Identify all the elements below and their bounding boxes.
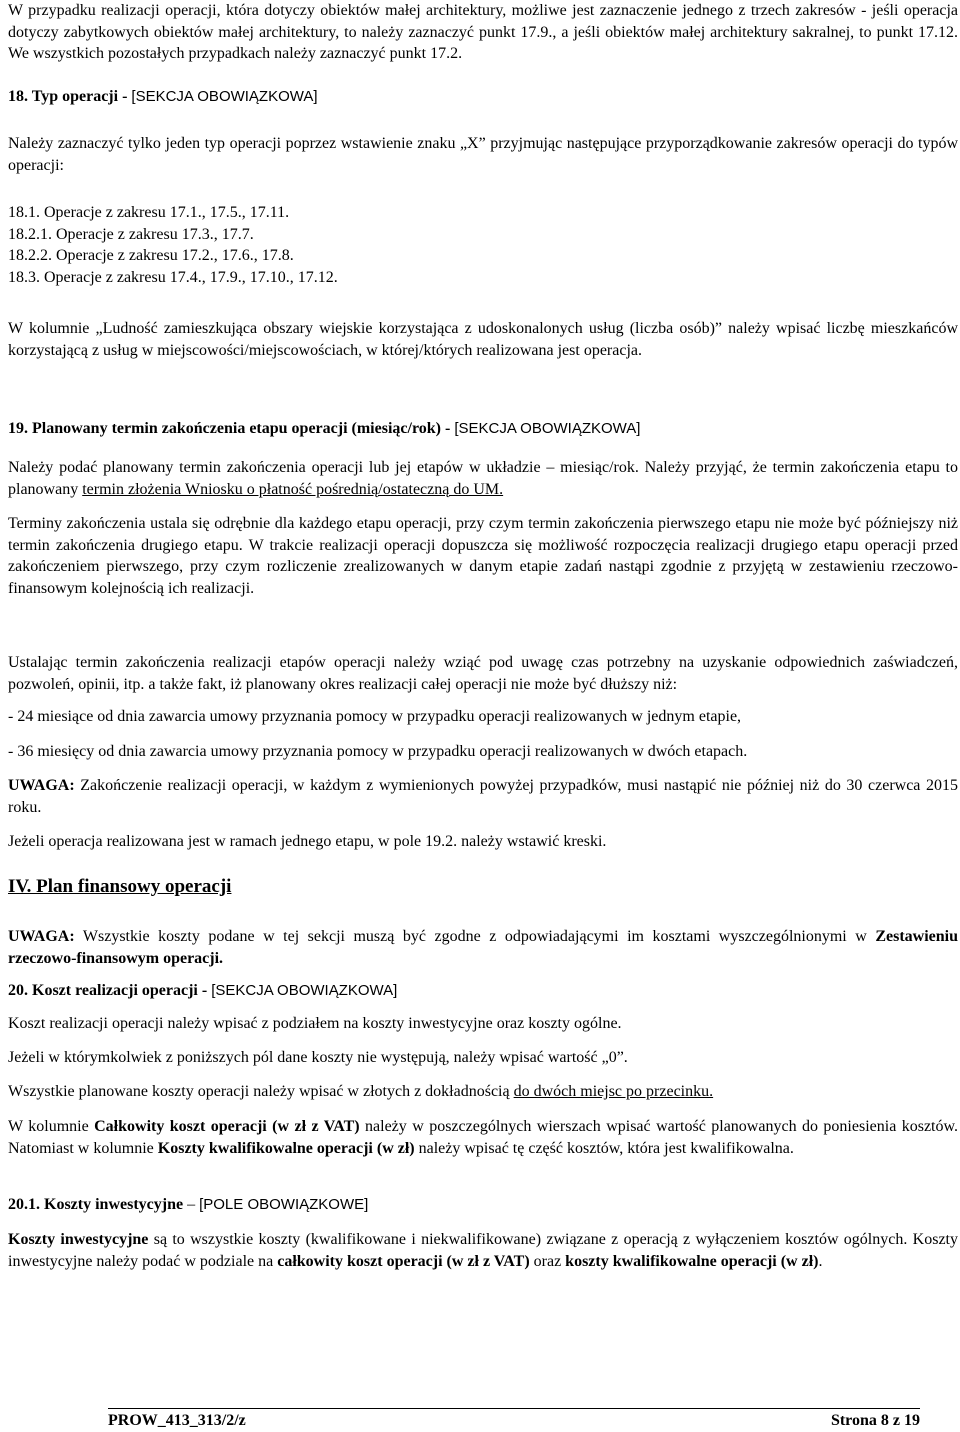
- section-19-tag: [SEKCJA OBOWIĄZKOWA]: [454, 420, 641, 437]
- section-20-1-tag: [POLE OBOWIĄZKOWE]: [199, 1196, 369, 1213]
- section-19-title: 19. Planowany termin zakończenia etapu operacji (miesiąc/rok) -: [8, 420, 455, 437]
- section-20-paragraph-3: [8, 1081, 958, 1103]
- warning-label: UWAGA:: [8, 928, 75, 945]
- section-20-1-paragraph-1: [8, 1229, 958, 1272]
- section-18-paragraph-1: Należy zaznaczyć tylko jeden typ operacji poprzez wstawienie znaku „X” przyjmując następujące przyporządkowanie zakresów operacji do typów operacji:: [8, 135, 958, 174]
- section-iv-paragraph-1: [8, 926, 958, 969]
- section-18-tag: [SEKCJA OBOWIĄZKOWA]: [131, 88, 318, 105]
- list-item: 18.1. Operacje z zakresu 17.1., 17.5., 17.11.: [8, 204, 290, 221]
- section-19-paragraph-6: [8, 775, 958, 818]
- section-20-paragraph-1: Koszt realizacji operacji należy wpisać z podziałem na koszty inwestycyjne oraz koszty ogólne.: [8, 1015, 622, 1032]
- intro-paragraph: W przypadku realizacji operacji, która dotyczy obiektów małej architektury, możliwe jest zaznaczenie jednego z trzech zakresów - jeśli operacja dotyczy zabytkowych obiektów małej architektury, to należy zaznaczyć punkt 17.9., a jeśli obiektów małej architektury sakralnej, to punkt 17.12. We wszystkich pozostałych przypadkach należy zaznaczyć punkt 17.2.: [8, 2, 958, 62]
- section-20-1-title: 20.1. Koszty inwestycyjne: [8, 1196, 184, 1213]
- footer-form-code: PROW_413_313/2/z: [108, 1412, 246, 1429]
- section-20-tag: [SEKCJA OBOWIĄZKOWA]: [211, 982, 398, 999]
- section-18-list: [8, 202, 958, 288]
- section-19-paragraph-7: Jeżeli operacja realizowana jest w ramach jednego etapu, w pole 19.2. należy wstawić kreski.: [8, 833, 607, 850]
- section-19-paragraph-1: [8, 457, 958, 500]
- section-20-title: 20. Koszt realizacji operacji -: [8, 982, 212, 999]
- section-19-p6-text: Zakończenie realizacji operacji, w każdym z wymienionych powyżej przypadków, musi nastąpić nie później niż do 30 czerwca 2015 roku.: [8, 777, 958, 816]
- list-item: 18.3. Operacje z zakresu 17.4., 17.9., 17.10., 17.12.: [8, 268, 338, 286]
- list-item: 18.2.2. Operacje z zakresu 17.2., 17.6., 17.8.: [8, 247, 294, 264]
- section-20-p4-bold-1: Całkowity koszt operacji (w zł z VAT): [94, 1118, 360, 1135]
- section-20-1-bold-3: koszty kwalifikowalne operacji (w zł): [565, 1252, 819, 1270]
- section-20-paragraph-4: [8, 1116, 958, 1159]
- section-20-p4-text-3: należy wpisać tę część kosztów, która jest kwalifikowalna.: [414, 1139, 794, 1157]
- list-item: 18.2.1. Operacje z zakresu 17.3., 17.7.: [8, 225, 254, 243]
- footer-page-number: Strona 8 z 19: [830, 1412, 920, 1429]
- section-20-1-text-3: .: [818, 1252, 823, 1270]
- warning-label: UWAGA:: [8, 777, 75, 794]
- section-20-p4-text-2: należy w poszczególnych wierszach wpisać wartość planowanych do poniesienia kosztów. Natomiast w kolumnie: [8, 1118, 959, 1157]
- section-20-p4-bold-2: Koszty kwalifikowalne operacji (w zł): [157, 1139, 415, 1157]
- section-19-paragraph-3: Ustalając termin zakończenia realizacji etapów operacji należy wziąć pod uwagę czas potrzebny na uzyskanie odpowiednich zaświadczeń, pozwoleń, opinii, itp. a także fakt, iż planowany okres realizacji całej operacji nie może być dłuższy niż:: [8, 654, 958, 693]
- section-18-paragraph-2: W kolumnie „Ludność zamieszkująca obszary wiejskie korzystająca z udoskonalonych usług (liczba osób)” należy wpisać liczbę mieszkańców korzystającą z usług w miejscowości/miejscowościach, w której/których realizowana jest operacja.: [8, 320, 958, 359]
- section-20-p4-text-1: W kolumnie: [8, 1118, 95, 1135]
- section-19-paragraph-5: - 36 miesięcy od dnia zawarcia umowy przyznania pomocy w przypadku operacji realizowanych w dwóch etapach.: [8, 743, 748, 760]
- section-19-paragraph-2: Terminy zakończenia ustala się odrębnie dla każdego etapu operacji, przy czym termin zakończenia pierwszego etapu nie może być późniejszy niż termin zakończenia drugiego etapu. W trakcie realizacji operacji dopuszcza się możliwość rozpoczęcia realizacji drugiego etapu operacji przed zakończeniem pierwszego, przy czym rozliczenie zrealizowanych w danym etapie zadań nastąpi zgodnie z przyjętą w zestawieniu rzeczowo-finansowym kolejnością ich realizacji.: [8, 515, 958, 597]
- section-19-p1-text: Należy podać planowany termin zakończenia operacji lub jej etapów w układzie – miesiąc/rok. Należy przyjąć, że termin zakończenia etapu to planowany: [8, 459, 958, 498]
- section-iv-p1-bold: Zestawieniu rzeczowo-finansowym operacji.: [8, 928, 958, 967]
- section-19-paragraph-4: - 24 miesiące od dnia zawarcia umowy przyznania pomocy w przypadku operacji realizowanych w jednym etapie,: [8, 708, 742, 725]
- section-20-heading: [8, 980, 958, 1002]
- section-20-p3-underlined: do dwóch miejsc po przecinku.: [513, 1083, 714, 1100]
- section-19-heading: [8, 418, 958, 440]
- section-20-1-text-2: oraz: [529, 1252, 566, 1270]
- section-18-heading: [8, 86, 958, 108]
- section-iv-heading: [8, 876, 958, 899]
- section-20-1-bold-1: Koszty inwestycyjne: [8, 1231, 149, 1248]
- section-20-paragraph-2: Jeżeli w którymkolwiek z poniższych pól dane koszty nie występują, należy wpisać wartość „0”.: [8, 1049, 628, 1066]
- page-footer: [108, 1408, 920, 1430]
- section-20-p3-text: Wszystkie planowane koszty operacji należy wpisać w złotych z dokładnością: [8, 1083, 514, 1100]
- section-18-title: 18. Typ operacji -: [8, 88, 132, 105]
- section-20-1-dash: –: [183, 1196, 200, 1213]
- section-20-1-heading: [8, 1194, 958, 1216]
- section-iv-p1-text: Wszystkie koszty podane w tej sekcji muszą być zgodne z odpowiadającymi im kosztami wyszczególnionymi w: [74, 928, 876, 945]
- section-iv-title: IV. Plan finansowy operacji: [8, 876, 232, 897]
- section-20-1-text-1: są to wszystkie koszty (kwalifikowane i niekwalifikowane) związane z operacją z wyłączeniem kosztów ogólnych. Koszty inwestycyjne należy podać w podziale na: [8, 1231, 958, 1270]
- section-19-p1-underlined: termin złożenia Wniosku o płatność pośrednią/ostateczną do UM.: [82, 480, 504, 498]
- section-20-1-bold-2: całkowity koszt operacji (w zł z VAT): [277, 1252, 530, 1270]
